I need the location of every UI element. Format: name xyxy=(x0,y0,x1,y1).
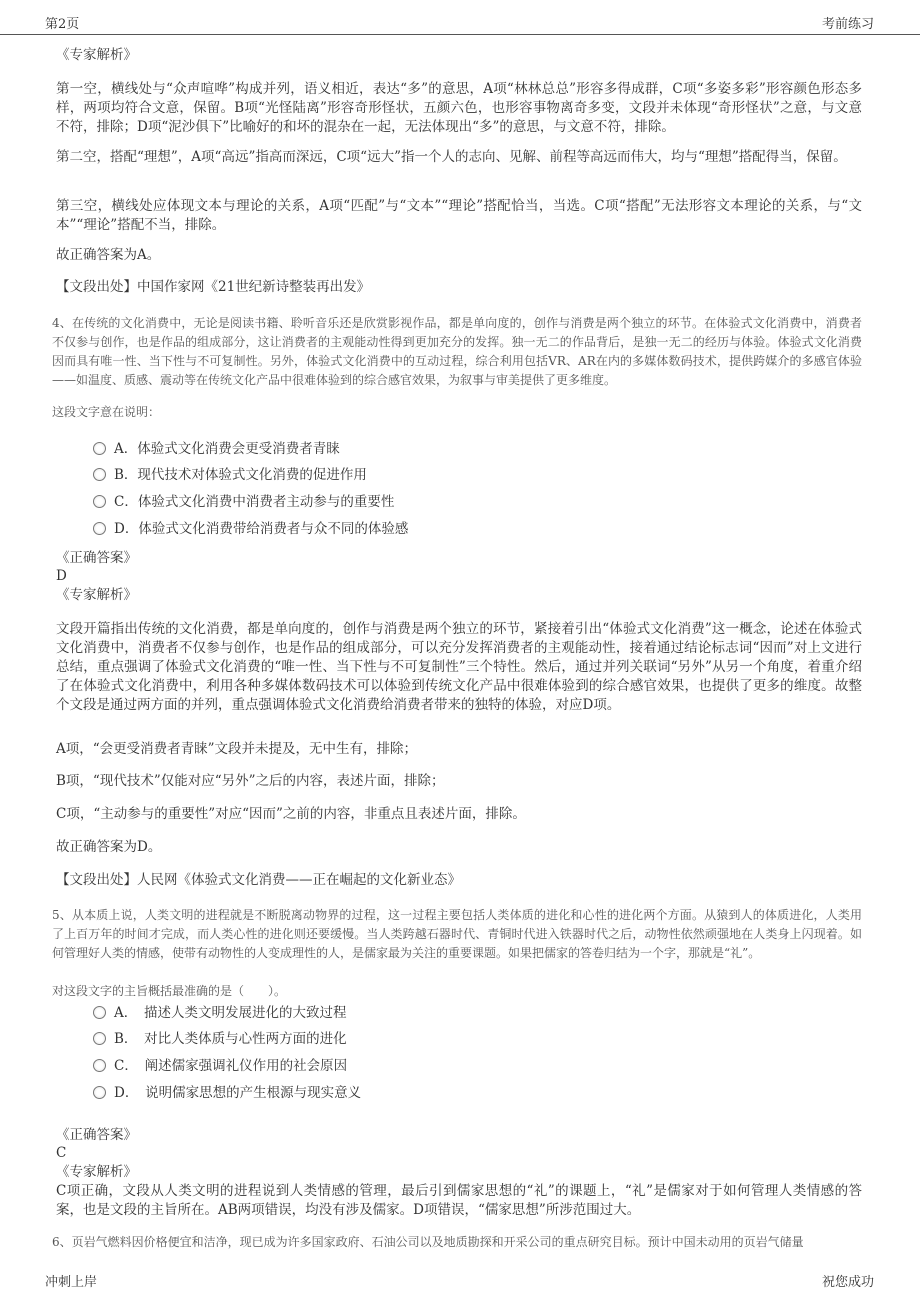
footer-left-label: 冲刺上岸 xyxy=(45,1275,98,1290)
q4-expert-heading: 《专家解析》 xyxy=(56,587,137,603)
q5-option-a[interactable] xyxy=(93,1002,347,1024)
q4-option-b[interactable] xyxy=(93,464,367,486)
q5-option-c-label: C． 阐述儒家强调礼仪作用的社会原因 xyxy=(114,1058,348,1074)
q5-answer-heading: 《正确答案》 xyxy=(56,1127,137,1143)
q4-analysis-para: 文段开篇指出传统的文化消费，都是单向度的，创作与消费是两个独立的环节，紧接着引出“体验式文化消费”这一概念，论述在体验式文化消费中，消费者不仅参与创作，也是作品的组成部分，可以充分发挥消费者的主观能动性，接着通过结论标志词“因而”对上文进行总结，重点强调了体验式文化消费的“唯一性、当下性与不可复制性”三个特性。然后，通过并列关联词“另外”从另一个角度，着重介绍了在体验式文化消费中，利用各种多媒体数码技术可以体验到传统文化产品中很难体验到的综合感官效果，也提供了更多的维度。故整个文段是通过两方面的并列，重点强调体验式文化消费给消费者带来的独特的体验，对应D项。 xyxy=(56,621,862,713)
q4-analysis-para: C项，“主动参与的重要性”对应“因而”之前的内容，非重点且表述片面，排除。 xyxy=(56,806,526,822)
radio-icon[interactable] xyxy=(93,442,106,455)
q4-source: 【文段出处】人民网《体验式文化消费——正在崛起的文化新业态》 xyxy=(56,872,461,888)
header-title: 考前练习 xyxy=(821,17,874,32)
q5-stem: 5、从本质上说，人类文明的进程就是不断脱离动物界的过程，这一过程主要包括人类体质的进化和心性的进化两个方面。从猿到人的体质进化，人类用了上百万年的时间才完成，而人类心性的进化则还要缓慢。当人类跨越石器时代、青铜时代进入铁器时代之后，动物性依然顽强地在人类身上闪现着。如何管理好人类的情感，使带有动物性的人变成理性的人，是儒家最为关注的重要课题。如果把儒家的答卷归结为一个字，那就是“礼”。 xyxy=(52,908,862,960)
q4-analysis-para: B项，“现代技术”仅能对应“另外”之后的内容，表述片面，排除； xyxy=(56,773,445,789)
page-header xyxy=(0,0,920,35)
q5-answer: C xyxy=(56,1145,67,1161)
q3-analysis-para: 第一空，横线处与“众声喧哗”构成并列，语义相近，表达“多”的意思，A项“林林总总”形容多得成群，C项“多姿多彩”形容颜色形态多样，两项均符合文意，保留。B项“光怪陆离”形容奇形怪状，五颜六色，也形容事物离奇多变，文段并未体现“奇形怪状”之意，与文意不符，排除；D项“泥沙俱下”比喻好的和坏的混杂在一起，无法体现出“多”的意思，与文意不符，排除。 xyxy=(56,81,862,135)
q5-option-b-label: B． 对比人类体质与心性两方面的进化 xyxy=(114,1031,347,1047)
q4-answer: D xyxy=(56,568,67,584)
radio-icon[interactable] xyxy=(93,468,106,481)
q5-expert-heading: 《专家解析》 xyxy=(56,1164,137,1180)
radio-icon[interactable] xyxy=(93,495,106,508)
q6-stem: 6、页岩气燃料因价格便宜和洁净，现已成为许多国家政府、石油公司以及地质勘探和开采公司的重点研究目标。预计中国未动用的页岩气储量 xyxy=(52,1235,804,1249)
radio-icon[interactable] xyxy=(93,1086,106,1099)
radio-icon[interactable] xyxy=(93,1032,106,1045)
q4-question: 这段文字意在说明： xyxy=(52,405,161,419)
q5-option-b[interactable] xyxy=(93,1028,347,1050)
q3-source: 【文段出处】中国作家网《21世纪新诗整装再出发》 xyxy=(56,279,371,295)
radio-icon[interactable] xyxy=(93,1006,106,1019)
q4-analysis-para: A项，“会更受消费者青睐”文段并未提及，无中生有，排除； xyxy=(56,741,418,757)
q4-stem: 4、在传统的文化消费中，无论是阅读书籍、聆听音乐还是欣赏影视作品，都是单向度的，创作与消费是两个独立的环节。在体验式文化消费中，消费者不仅参与创作，也是作品的组成部分，这让消费者的主观能动性得到更加充分的发挥。独一无二的作品背后，是独一无二的经历与体验。体验式文化消费因而具有唯一性、当下性与不可复制性。另外，体验式文化消费中的互动过程，综合利用包括VR、AR在内的多媒体数码技术，提供跨媒介的多感官体验——如温度、质感、震动等在传统文化产品中很难体验到的综合感官效果，为叙事与审美提供了更多维度。 xyxy=(52,316,862,387)
q5-option-d-label: D． 说明儒家思想的产生根源与现实意义 xyxy=(114,1085,362,1101)
q4-option-c-label: C．体验式文化消费中消费者主动参与的重要性 xyxy=(114,494,395,510)
q3-analysis-para: 第二空，搭配“理想”，A项“高远”指高而深远，C项“远大”指一个人的志向、见解、前程等高远而伟大，均与“理想”搭配得当，保留。 xyxy=(56,149,847,165)
q4-option-d-label: D．体验式文化消费带给消费者与众不同的体验感 xyxy=(114,521,409,537)
q5-analysis: C项正确，文段从人类文明的进程说到人类情感的管理，最后引到儒家思想的“礼”的课题上，“礼”是儒家对于如何管理人类情感的答案，也是文段的主旨所在。AB两项错误，均没有涉及儒家。D项错误，“儒家思想”所涉范围过大。 xyxy=(56,1183,862,1218)
q5-option-c[interactable] xyxy=(93,1055,347,1077)
radio-icon[interactable] xyxy=(93,1059,106,1072)
footer-right-label: 祝您成功 xyxy=(821,1275,874,1290)
q3-expert-heading: 《专家解析》 xyxy=(56,47,137,63)
q4-answer-line: 故正确答案为D。 xyxy=(56,839,162,855)
q4-option-a[interactable] xyxy=(93,438,340,460)
q5-option-a-label: A． 描述人类文明发展进化的大致过程 xyxy=(114,1005,347,1021)
q5-question: 对这段文字的主旨概括最准确的是（ ）。 xyxy=(52,984,287,998)
q4-option-a-label: A．体验式文化消费会更受消费者青睐 xyxy=(114,441,340,457)
q5-option-d[interactable] xyxy=(93,1082,361,1104)
q4-answer-heading: 《正确答案》 xyxy=(56,550,137,566)
q4-option-b-label: B．现代技术对体验式文化消费的促进作用 xyxy=(114,467,367,483)
q3-answer-line: 故正确答案为A。 xyxy=(56,247,161,263)
q3-analysis-para: 第三空，横线处应体现文本与理论的关系，A项“匹配”与“文本”“理论”搭配恰当，当选。C项“搭配”无法形容文本理论的关系，与“文本”“理论”搭配不当，排除。 xyxy=(56,198,862,233)
page-number-label: 第2页 xyxy=(45,17,80,32)
q4-option-d[interactable] xyxy=(93,518,408,540)
radio-icon[interactable] xyxy=(93,522,106,535)
q4-option-c[interactable] xyxy=(93,491,394,513)
